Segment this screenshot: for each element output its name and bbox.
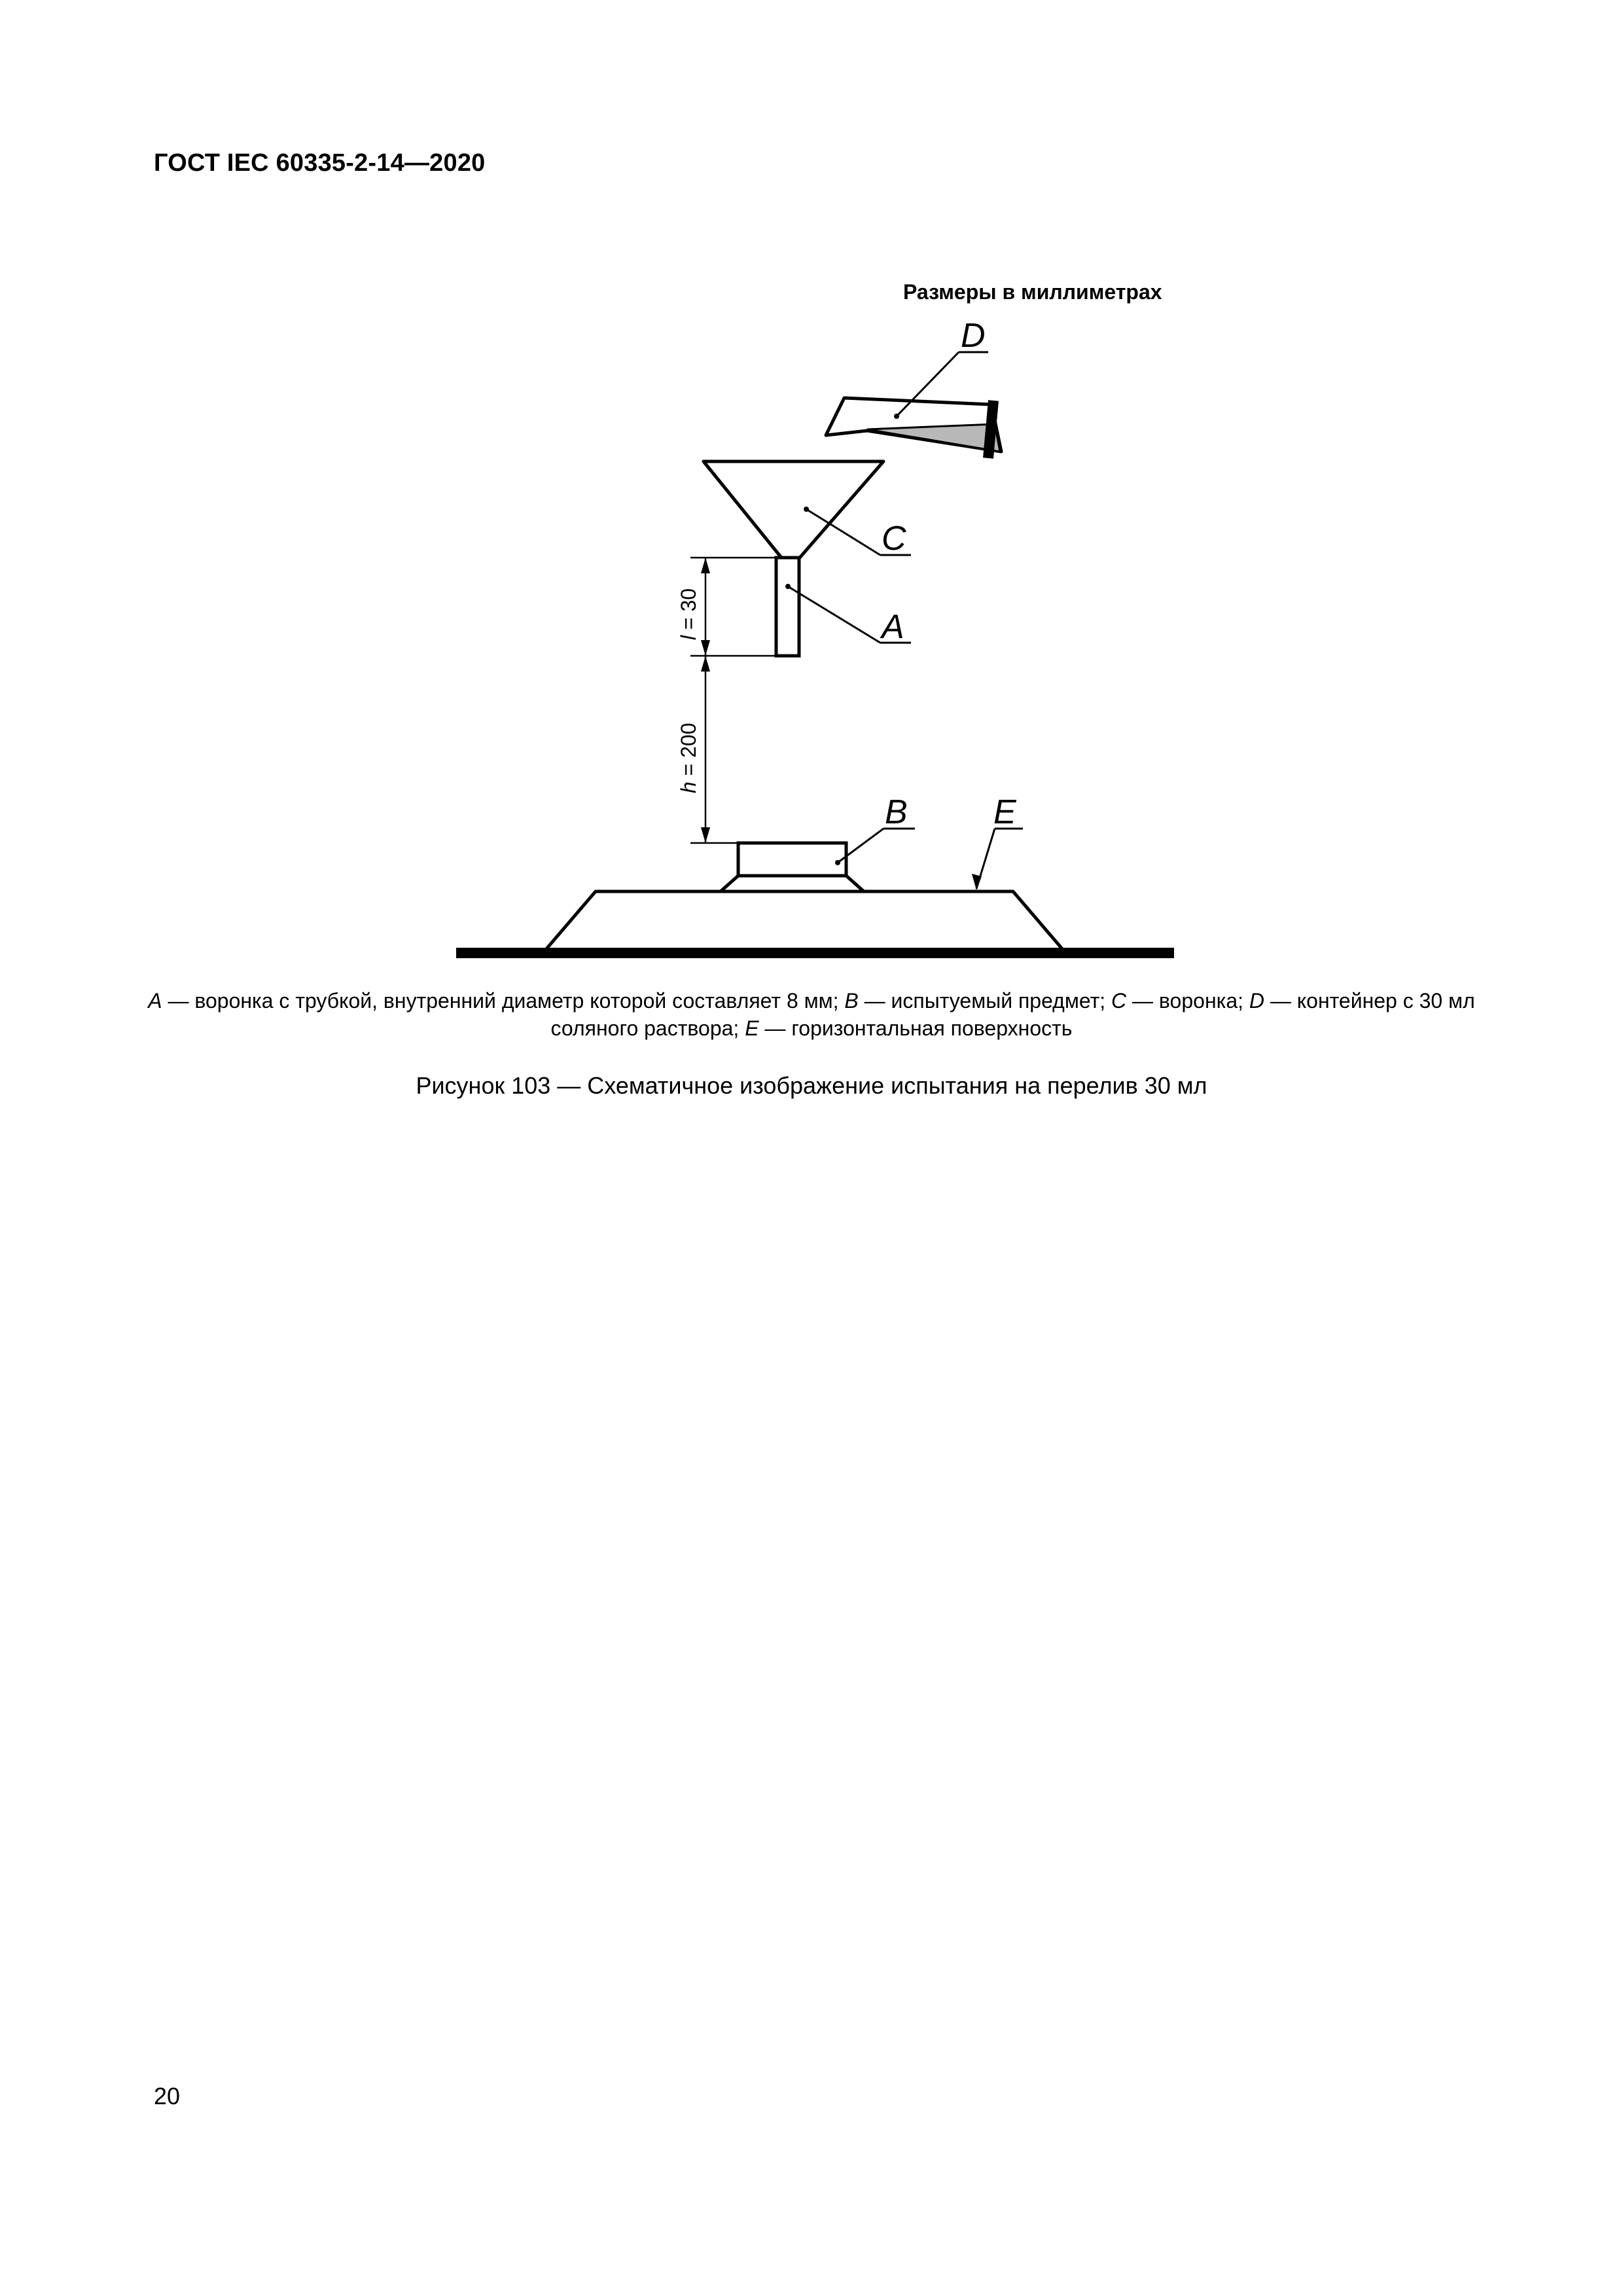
legend-text-d: — контейнер с 30 мл соляного раствора; (550, 989, 1475, 1040)
legend-text-c: — воронка; (1126, 989, 1249, 1013)
test-object-b (738, 843, 846, 876)
leader-line-a (788, 586, 880, 643)
leader-arrow-e (972, 874, 982, 890)
label-c: C (882, 520, 906, 558)
legend-text-e: — горизонтальная поверхность (758, 1016, 1073, 1040)
figure-caption: Рисунок 103 — Схематичное изображение испытания на перелив 30 мл (416, 1072, 1207, 1099)
label-e: E (993, 793, 1016, 831)
dimension-h-text: h = 200 (677, 723, 700, 793)
legend-key-a: A (148, 989, 162, 1013)
leader-dot-b (835, 860, 840, 865)
leader-dot-d (894, 414, 899, 419)
ground-line (456, 948, 1174, 958)
dimension-l-text: l = 30 (677, 588, 700, 640)
label-b: B (885, 793, 908, 831)
figure-legend (131, 987, 1492, 1042)
document-header: ГОСТ IEC 60335-2-14—2020 (154, 149, 486, 177)
label-d: D (961, 317, 986, 355)
funnel-c (704, 461, 883, 558)
leader-dot-a (785, 584, 791, 589)
legend-key-e: E (745, 1016, 759, 1040)
legend-key-b: B (844, 989, 859, 1013)
legend-key-c: C (1111, 989, 1127, 1013)
legend-text-b: — испытуемый предмет; (858, 989, 1112, 1013)
horizontal-surface-e (545, 891, 1063, 950)
legend-key-d: D (1249, 989, 1264, 1013)
container-d (826, 398, 1001, 458)
legend-text-a: — воронка с трубкой, внутренний диаметр которой составляет 8 мм; (162, 989, 845, 1013)
object-b-base (721, 876, 864, 891)
page-number: 20 (154, 2083, 181, 2109)
tube-a (776, 558, 799, 656)
dimension-l (690, 558, 776, 656)
units-note: Размеры в миллиметрах (903, 280, 1162, 304)
label-a: A (882, 608, 904, 646)
leader-dot-c (804, 507, 809, 512)
